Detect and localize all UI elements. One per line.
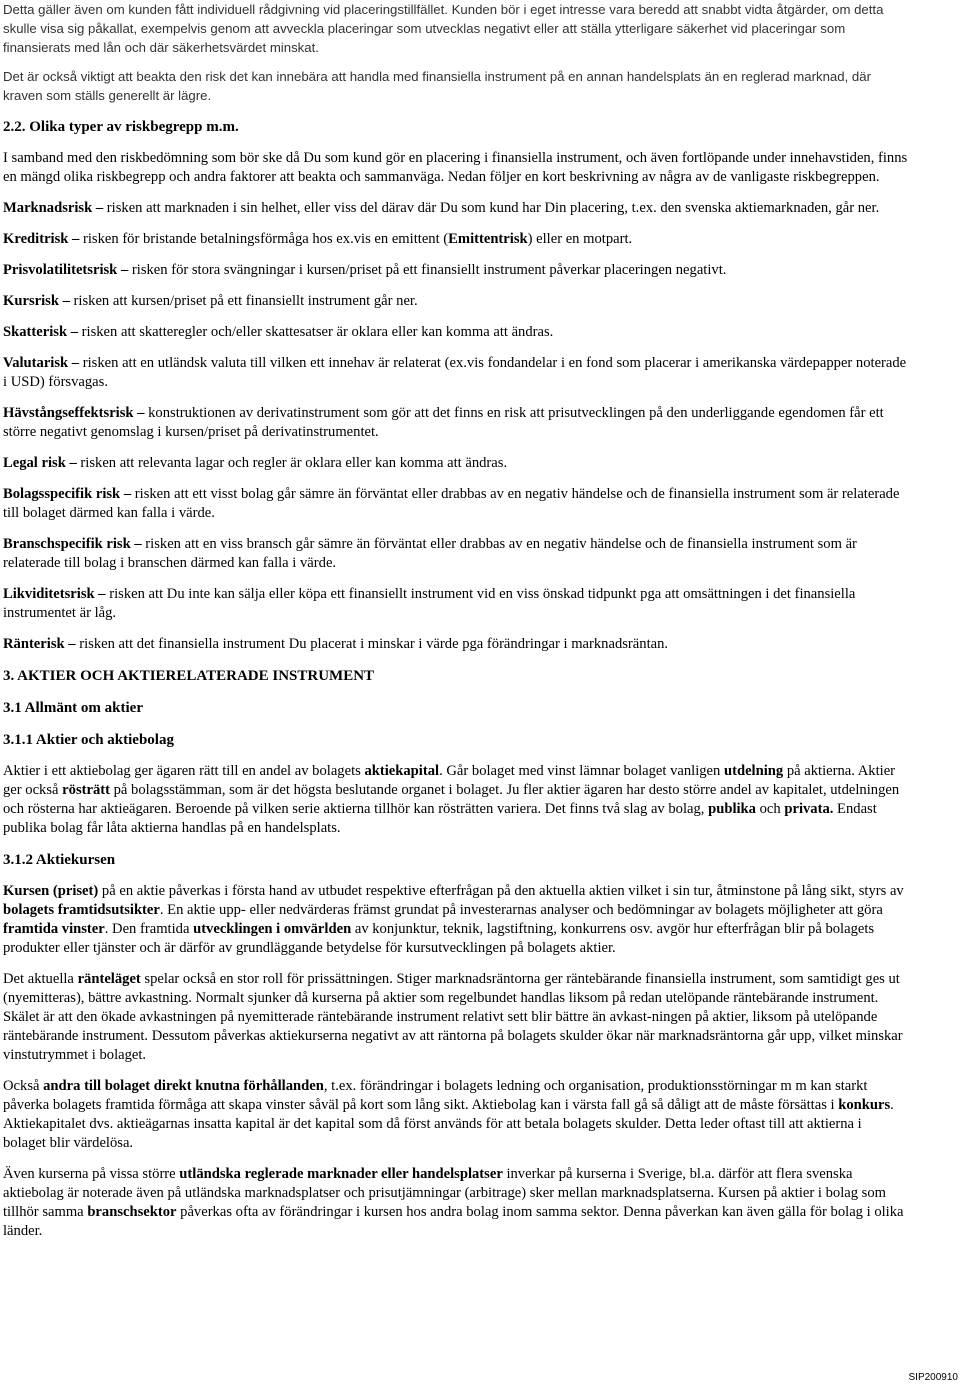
risk-description: konstruktionen av derivatinstrument som gör att det finns en risk att prisutvecklingen på den underliggande egendomen får ett större negativt genomslag i kursen/priset på derivatinstrumentet. bbox=[3, 405, 884, 440]
risk-term: Bolagsspecifik risk – bbox=[3, 486, 132, 502]
risk-description: risken att ett visst bolag går sämre än förväntat eller drabbas av en negativ händelse och de finansiella instrument som är relaterade till bolaget därmed kan falla i värde. bbox=[3, 486, 900, 521]
risk-description: risken att skatteregler och/eller skattesatser är oklara eller kan komma att ändras. bbox=[78, 324, 554, 340]
risk-term: Marknadsrisk – bbox=[3, 200, 104, 216]
risk-definition bbox=[3, 585, 908, 623]
risk-description: risken att kursen/priset på ett finansiellt instrument går ner. bbox=[69, 293, 418, 309]
risk-description: risken för stora svängningar i kursen/priset på ett finansiellt instrument påverkar placeringen negativt. bbox=[128, 262, 727, 278]
document-code: SIP200910 bbox=[908, 1372, 958, 1383]
text-run: och bbox=[755, 801, 785, 817]
bold-term: ränteläget bbox=[77, 971, 141, 987]
text-run: på bolagsstämman, som är det högsta beslutande organet i bolaget. Ju fler aktier ägaren har desto större andel av kapitalet, utdelningen och rösterna har aktieägaren. Beroende på vilken serie aktierna tillhör kan rösträtten variera. Det finns två slag av bolag, bbox=[3, 782, 900, 817]
text-run: Endast publika bolag får låta aktierna handlas på en handelsplats. bbox=[3, 801, 877, 836]
risk-term: Valutarisk – bbox=[3, 355, 80, 371]
text-run: på aktierna. Aktier ger också bbox=[3, 763, 896, 798]
text-run: . Den framtida bbox=[104, 921, 194, 937]
bold-term: rösträtt bbox=[62, 782, 110, 798]
risk-definition bbox=[3, 199, 908, 218]
paragraph-kursen bbox=[3, 882, 908, 958]
bold-term: Kursen (priset) bbox=[3, 883, 99, 899]
bold-term: andra till bolaget direkt knutna förhållanden bbox=[43, 1078, 324, 1094]
bold-term: utvecklingen i omvärlden bbox=[193, 921, 352, 937]
risk-term: Kreditrisk – bbox=[3, 231, 80, 247]
risk-description: risken att det finansiella instrument Du placerat i minskar i värde pga förändringar i marknadsräntan. bbox=[75, 636, 669, 652]
text-run: Aktier i ett aktiebolag ger ägaren rätt till en andel av bolagets bbox=[3, 763, 365, 779]
bold-term: branschsektor bbox=[87, 1204, 177, 1220]
risk-definition bbox=[3, 261, 908, 280]
text-run: , t.ex. förändringar i bolagets ledning och organisation, produktionsstörningar m m kan starkt påverka bolagets framtida förmåga att skapa vinster såväl på kort som lång sikt. Aktiebolag kan i värsta fall gå så dåligt att de måste försättas i bbox=[3, 1078, 868, 1113]
text-run: . En aktie upp- eller nedvärderas främst grundat på investerarnas analyser och bedömningar av bolagets möjligheter att göra bbox=[159, 902, 883, 918]
text-run: spelar också en stor roll för prissättningen. Stiger marknadsräntorna ger räntebärande finansiella instrument, som samtidigt ges ut (nyemitteras), bättre avkastning. Normalt sjunker då kurserna på aktier som regelbundet handlas liksom på redan utelöpande räntebärande instrument. Skälet är att den ökade avkastningen på nyemitterade räntebärande instrument relativt sett blir bättre än avkast-ningen på aktier, liksom på utelöpande räntebärande instrument. Dessutom påverkas aktiekurserna negativt av att räntorna på bolagets skulder ökar när marknadsräntorna går upp, vilket minskar vinstutrymmet i bolaget. bbox=[3, 971, 903, 1063]
text-run: Även kurserna på vissa större bbox=[3, 1166, 180, 1182]
risk-definition bbox=[3, 485, 908, 523]
risk-definitions bbox=[3, 199, 908, 654]
risk-definition bbox=[3, 354, 908, 392]
text-run: . Aktiekapitalet dvs. aktieägarnas insatta kapital är det kapital som då först används för att betala bolagets skulder. Detta leder oftast till att aktierna i bolaget blir värdelösa. bbox=[3, 1097, 894, 1151]
paragraph-aktier-och-aktiebolag bbox=[3, 762, 908, 838]
intro-paragraph-2: Det är också viktigt att beakta den risk det kan innebära att handla med finansiella instrument på en annan handelsplats än en reglerad marknad, där kraven som ställs generellt är lägre. bbox=[3, 69, 871, 103]
risk-term: Ränterisk – bbox=[3, 636, 76, 652]
risk-description: ) eller en motpart. bbox=[527, 231, 633, 247]
risk-definition bbox=[3, 323, 908, 342]
risk-term: Likviditetsrisk – bbox=[3, 586, 106, 602]
text-run: . Går bolaget med vinst lämnar bolaget vanligen bbox=[439, 763, 724, 779]
risk-definition bbox=[3, 292, 908, 311]
risk-description: risken att relevanta lagar och regler är oklara eller kan komma att ändras. bbox=[76, 455, 508, 471]
risk-description: risken att en viss bransch går sämre än förväntat eller drabbas av en negativ händelse och de finansiella instrument som är relaterade till bolag i branschen därmed kan falla i värde. bbox=[3, 536, 857, 571]
document-page bbox=[3, 0, 908, 1253]
risk-description: risken att en utländsk valuta till vilken ett innehav är relaterat (ex.vis fondandelar i en fond som placerar i amerikanska värdepapper noterade i USD) försvagas. bbox=[3, 355, 907, 390]
paragraph-bolagsforhallanden bbox=[3, 1077, 908, 1153]
risk-definition bbox=[3, 230, 908, 249]
risk-term: Hävstångseffektsrisk – bbox=[3, 405, 145, 421]
subsection-heading-3-1-1: 3.1.1 Aktier och aktiebolag bbox=[3, 732, 174, 748]
text-run: Det aktuella bbox=[3, 971, 78, 987]
risk-definition bbox=[3, 404, 908, 442]
text-run: Också bbox=[3, 1078, 44, 1094]
risk-definition bbox=[3, 635, 908, 654]
bold-term: framtida vinster bbox=[3, 921, 105, 937]
section-heading-2-2: 2.2. Olika typer av riskbegrepp m.m. bbox=[3, 119, 239, 135]
section-heading-3: 3. AKTIER OCH AKTIERELATERADE INSTRUMENT bbox=[3, 668, 375, 684]
risk-description: risken att Du inte kan sälja eller köpa ett finansiellt instrument vid en viss önskad tidpunkt pga att omsättningen i det finansiella instrumentet är låg. bbox=[3, 586, 856, 621]
risk-description: risken att marknaden i sin helhet, eller viss del därav där Du som kund har Din placering, t.ex. den svenska aktiemarknaden, går ner. bbox=[103, 200, 880, 216]
risk-term: Prisvolatilitetsrisk – bbox=[3, 262, 129, 278]
bold-term: konkurs bbox=[838, 1097, 891, 1113]
subsection-heading-3-1: 3.1 Allmänt om aktier bbox=[3, 700, 143, 716]
bold-term: utländska reglerade marknader eller handelsplatser bbox=[179, 1166, 503, 1182]
bold-term: privata. bbox=[784, 801, 834, 817]
text-run: inverkar på kurserna i Sverige, bl.a. därför att flera svenska aktiebolag är noterade även på utländska marknadsplatser och prisutjämningar (arbitrage) sker mellan marknadsplatserna. Kursen på aktier i bolag som tillhör samma bbox=[3, 1166, 887, 1220]
text-run: av konjunktur, teknik, lagstiftning, konkurrens osv. avgör hur efterfrågan blir på bolagets produkter eller tjänster och är därför av grundläggande betydelse för kursutvecklingen på bolagets aktier. bbox=[3, 921, 875, 956]
text-run: på en aktie påverkas i första hand av utbudet respektive efterfrågan på den aktuella aktien vilket i sin tur, åtminstone på lång sikt, styrs av bbox=[98, 883, 904, 899]
bold-term: utdelning bbox=[723, 763, 784, 779]
bold-term: publika bbox=[708, 801, 756, 817]
section-2-2-intro: I samband med den riskbedömning som bör ske då Du som kund gör en placering i finansiella instrument, och även fortlöpande under innehavstiden, finns en mängd olika riskbegrepp och andra faktorer att beakta och sammanväga. Nedan följer en kort beskrivning av några av de vanligaste riskbegreppen. bbox=[3, 150, 908, 185]
risk-description: risken för bristande betalningsförmåga hos ex.vis en emittent ( bbox=[79, 231, 449, 247]
paragraph-ranteläget bbox=[3, 970, 908, 1065]
risk-definition bbox=[3, 454, 908, 473]
text-run: påverkas ofta av förändringar i kursen hos andra bolag inom samma sektor. Denna påverkan kan även gälla för bolag i olika länder. bbox=[3, 1204, 904, 1239]
risk-term: Branschspecifik risk – bbox=[3, 536, 142, 552]
risk-definition bbox=[3, 535, 908, 573]
risk-term: Legal risk – bbox=[3, 455, 77, 471]
paragraph-utlandska-marknader bbox=[3, 1165, 908, 1241]
intro-paragraph-1: Detta gäller även om kunden fått individuell rådgivning vid placeringstillfället. Kunden bör i eget intresse vara beredd att snabbt vidta åtgärder, om detta skulle visa sig påkallat, exempelvis genom att avveckla placeringar som utvecklas negativt eller att ställa ytterligare säkerhet vid placeringar som finansierats med lån och där säkerhetsvärdet minskat. bbox=[3, 2, 884, 55]
bold-term: bolagets framtidsutsikter bbox=[3, 902, 160, 918]
risk-term: Skatterisk – bbox=[3, 324, 78, 340]
bold-term: aktiekapital bbox=[364, 763, 440, 779]
risk-term: Kursrisk – bbox=[3, 293, 70, 309]
subsection-heading-3-1-2: 3.1.2 Aktiekursen bbox=[3, 852, 116, 868]
risk-term: Emittentrisk bbox=[448, 231, 528, 247]
